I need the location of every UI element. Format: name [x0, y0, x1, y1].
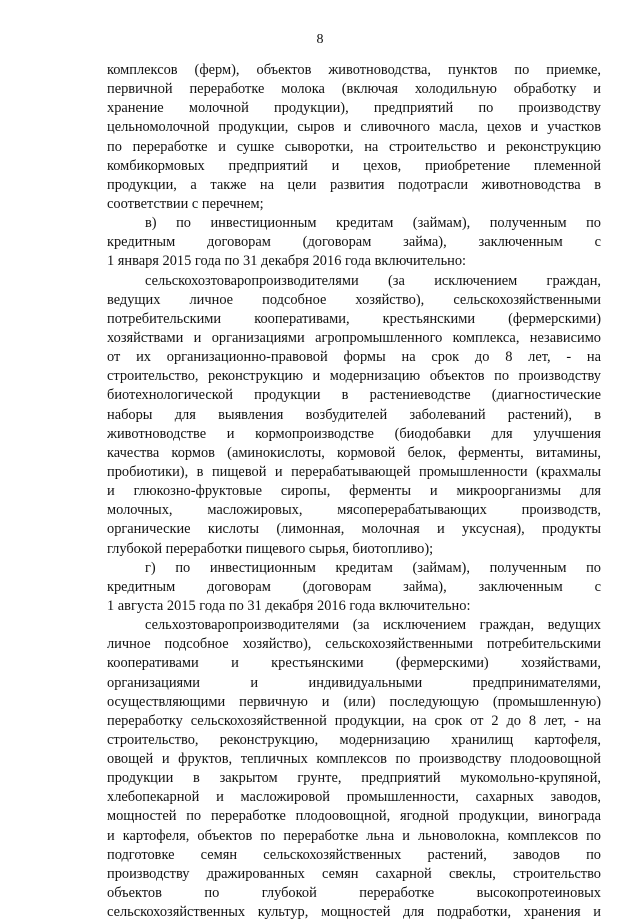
text-line: г) по инвестиционным кредитам (займам), полученным по — [145, 559, 601, 576]
text-line: хлебопекарной и масложировой промышленности, сахарных заводов, — [107, 789, 601, 806]
text-line: и глюкозно-фруктовые сиропы, ферменты и микроорганизмы для — [107, 483, 601, 500]
text-line: по переработке и сушке сыворотки, на строительство и реконструкцию — [107, 138, 601, 155]
text-line: организациями и индивидуальными предпринимателями, — [107, 674, 601, 691]
text-line: биотехнологической продукции в растениеводстве (диагностические — [107, 387, 601, 404]
text-line: ведущих личное подсобное хозяйство), сельскохозяйственными — [107, 291, 601, 308]
text-line: подготовке семян сельскохозяйственных растений, заводов по — [107, 846, 601, 863]
text-line: мощностей по переработке плодоовощной, ягодной продукции, винограда — [107, 808, 601, 825]
text-line: 1 августа 2015 года по 31 декабря 2016 года включительно: — [107, 597, 471, 614]
text-line: потребительскими кооперативами, крестьянскими (фермерскими) — [107, 310, 601, 327]
text-line: в) по инвестиционным кредитам (займам), полученным по — [145, 215, 601, 232]
text-line: хранение молочной продукции), предприятий по производству — [107, 100, 601, 117]
text-line: цельномолочной продукции, сыров и сливочного масла, цехов и участков — [107, 119, 601, 136]
text-line: овощей и фруктов, тепличных комплексов по производству плодоовощной — [107, 751, 601, 768]
text-line: 1 января 2015 года по 31 декабря 2016 года включительно: — [107, 253, 467, 270]
text-line: объектов по глубокой переработке высокопротеиновых — [107, 885, 601, 902]
text-line: сельскохозтоваропроизводителями (за исключением граждан, — [145, 272, 601, 289]
text-line: комбикормовых предприятий и цехов, приобретение племенной — [107, 157, 601, 174]
text-line: наборы для выявления возбудителей заболеваний растений), в — [107, 406, 601, 423]
text-line: и картофеля, объектов по переработке льна и льноволокна, комплексов по — [107, 827, 601, 844]
text-line: строительство, реконструкцию, модернизацию хранилищ картофеля, — [107, 731, 601, 748]
text-line: личное подсобное хозяйство), сельскохозяйственными потребительскими — [107, 636, 601, 653]
text-line: комплексов (ферм), объектов животноводства, пунктов по приемке, — [107, 62, 601, 78]
text-line: кредитным договорам (договорам займа), заключенным с — [107, 234, 601, 251]
document-body — [107, 61, 601, 922]
text-line: кооперативами и крестьянскими (фермерскими) хозяйствами, — [107, 655, 601, 672]
text-line: кредитным договорам (договорам займа), заключенным с — [107, 578, 601, 595]
text-line: переработку сельскохозяйственной продукции, на срок от 2 до 8 лет, - на — [107, 712, 601, 729]
text-line: осуществляющими первичную и (или) последующую (промышленную) — [107, 693, 601, 710]
text-line: животноводстве и кормопроизводстве (биодобавки для улучшения — [107, 425, 601, 442]
text-line: сельскохозяйственных культур, мощностей для подработки, хранения и — [107, 904, 601, 921]
text-line: продукции в закрытом грунте, предприятий мукомольно-крупяной, — [107, 770, 601, 787]
text-line: молочных, масложировых, мясоперерабатывающих производств, — [107, 502, 601, 519]
text-line: хозяйствами и организациями агропромышленного комплекса, независимо — [107, 329, 601, 346]
text-line: пробиотики), в пищевой и перерабатывающей промышленности (крахмалы — [107, 463, 601, 480]
text-line: глубокой переработки пищевого сырья, биотопливо); — [107, 540, 434, 557]
text-line: первичной переработке молока (включая холодильную обработку и — [107, 81, 601, 98]
text-line: производству дражированных семян сахарной свеклы, строительство — [107, 865, 601, 882]
text-line: строительство, реконструкцию и модернизацию объектов по производству — [107, 368, 601, 385]
text-line: от их организационно-правовой формы на срок до 8 лет, - на — [107, 349, 601, 366]
text-line: органические кислоты (лимонная, молочная и уксусная), продукты — [107, 521, 601, 538]
text-line: продукции, а также на цели развития подотрасли животноводства в — [107, 176, 601, 193]
page-number: 8 — [316, 32, 324, 47]
text-line: соответствии с перечнем; — [107, 195, 264, 212]
text-line: качества кормов (аминокислоты, кормовой белок, ферменты, витамины, — [107, 444, 601, 461]
text-line: сельхозтоваропроизводителями (за исключением граждан, ведущих — [145, 617, 601, 634]
